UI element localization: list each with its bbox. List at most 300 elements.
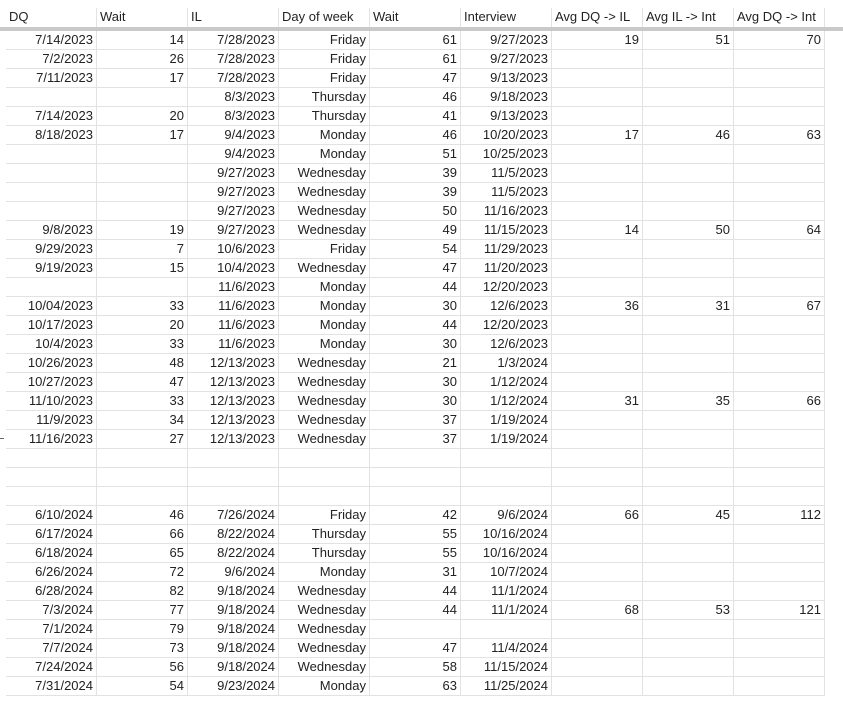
cell-avg-dq-int[interactable]: 70 bbox=[734, 31, 825, 50]
cell-wait[interactable]: 7 bbox=[97, 240, 188, 259]
cell-il[interactable]: 9/27/2023 bbox=[188, 164, 279, 183]
cell-avg-dq-il[interactable] bbox=[552, 164, 643, 183]
cell-interview[interactable]: 1/3/2024 bbox=[461, 354, 552, 373]
cell-wait[interactable] bbox=[97, 202, 188, 221]
cell-avg-dq-int[interactable] bbox=[734, 582, 825, 601]
cell-avg-dq-il[interactable] bbox=[552, 202, 643, 221]
cell-wait[interactable]: 17 bbox=[97, 126, 188, 145]
cell-dq[interactable]: 9/29/2023 bbox=[6, 240, 97, 259]
cell-wait[interactable]: 82 bbox=[97, 582, 188, 601]
cell-il[interactable]: 10/4/2023 bbox=[188, 259, 279, 278]
cell-wait-2[interactable]: 54 bbox=[370, 240, 461, 259]
cell-wait[interactable]: 65 bbox=[97, 544, 188, 563]
cell-avg-dq-int[interactable] bbox=[734, 430, 825, 449]
cell-interview[interactable]: 11/4/2024 bbox=[461, 639, 552, 658]
cell-wait[interactable] bbox=[97, 183, 188, 202]
cell-interview[interactable]: 1/12/2024 bbox=[461, 373, 552, 392]
cell-il[interactable]: 7/28/2023 bbox=[188, 69, 279, 88]
cell-wait-2[interactable]: 46 bbox=[370, 126, 461, 145]
cell-interview[interactable]: 11/5/2023 bbox=[461, 164, 552, 183]
cell-dq[interactable] bbox=[6, 164, 97, 183]
cell-avg-dq-il[interactable] bbox=[552, 335, 643, 354]
cell-avg-dq-il[interactable] bbox=[552, 259, 643, 278]
cell-avg-il-int[interactable] bbox=[643, 487, 734, 506]
cell-day-of-week[interactable]: Wednesday bbox=[279, 601, 370, 620]
cell-wait-2[interactable]: 61 bbox=[370, 31, 461, 50]
cell-avg-il-int[interactable] bbox=[643, 88, 734, 107]
cell-il[interactable]: 12/13/2023 bbox=[188, 392, 279, 411]
cell-avg-dq-il[interactable]: 66 bbox=[552, 506, 643, 525]
cell-il[interactable]: 9/18/2024 bbox=[188, 658, 279, 677]
cell-avg-dq-il[interactable] bbox=[552, 88, 643, 107]
cell-dq[interactable]: 11/9/2023 bbox=[6, 411, 97, 430]
cell-interview[interactable]: 9/27/2023 bbox=[461, 50, 552, 69]
cell-avg-dq-int[interactable] bbox=[734, 259, 825, 278]
cell-avg-dq-il[interactable] bbox=[552, 430, 643, 449]
cell-interview[interactable]: 1/19/2024 bbox=[461, 430, 552, 449]
cell-wait-2[interactable]: 21 bbox=[370, 354, 461, 373]
cell-wait[interactable]: 66 bbox=[97, 525, 188, 544]
cell-avg-dq-int[interactable] bbox=[734, 525, 825, 544]
cell-interview[interactable]: 10/16/2024 bbox=[461, 544, 552, 563]
cell-wait-2[interactable]: 31 bbox=[370, 563, 461, 582]
cell-avg-dq-int[interactable] bbox=[734, 468, 825, 487]
cell-day-of-week[interactable]: Wednesday bbox=[279, 392, 370, 411]
cell-wait[interactable]: 27 bbox=[97, 430, 188, 449]
cell-avg-il-int[interactable]: 35 bbox=[643, 392, 734, 411]
cell-il[interactable]: 9/18/2024 bbox=[188, 639, 279, 658]
cell-wait-2[interactable] bbox=[370, 620, 461, 639]
cell-avg-dq-int[interactable] bbox=[734, 278, 825, 297]
cell-dq[interactable] bbox=[6, 88, 97, 107]
cell-day-of-week[interactable]: Friday bbox=[279, 506, 370, 525]
cell-interview[interactable]: 9/13/2023 bbox=[461, 69, 552, 88]
cell-dq[interactable]: 10/27/2023 bbox=[6, 373, 97, 392]
cell-interview[interactable]: 11/25/2024 bbox=[461, 677, 552, 696]
cell-avg-il-int[interactable] bbox=[643, 544, 734, 563]
header-cell-wait-2[interactable]: Wait bbox=[370, 8, 461, 27]
cell-wait[interactable] bbox=[97, 145, 188, 164]
cell-wait-2[interactable] bbox=[370, 487, 461, 506]
cell-wait[interactable]: 33 bbox=[97, 297, 188, 316]
cell-avg-dq-int[interactable] bbox=[734, 335, 825, 354]
cell-il[interactable]: 11/6/2023 bbox=[188, 316, 279, 335]
cell-day-of-week[interactable]: Monday bbox=[279, 316, 370, 335]
cell-il[interactable]: 12/13/2023 bbox=[188, 430, 279, 449]
cell-il[interactable]: 8/3/2023 bbox=[188, 88, 279, 107]
cell-avg-dq-int[interactable] bbox=[734, 164, 825, 183]
cell-avg-dq-int[interactable] bbox=[734, 202, 825, 221]
cell-avg-il-int[interactable] bbox=[643, 335, 734, 354]
cell-avg-dq-il[interactable]: 14 bbox=[552, 221, 643, 240]
cell-day-of-week[interactable]: Monday bbox=[279, 335, 370, 354]
cell-wait[interactable]: 20 bbox=[97, 107, 188, 126]
cell-wait[interactable]: 48 bbox=[97, 354, 188, 373]
cell-avg-il-int[interactable] bbox=[643, 202, 734, 221]
cell-dq[interactable]: 7/14/2023 bbox=[6, 107, 97, 126]
cell-avg-dq-il[interactable] bbox=[552, 50, 643, 69]
cell-day-of-week[interactable]: Wednesday bbox=[279, 202, 370, 221]
cell-day-of-week[interactable] bbox=[279, 468, 370, 487]
cell-il[interactable]: 11/6/2023 bbox=[188, 278, 279, 297]
cell-dq[interactable] bbox=[6, 183, 97, 202]
cell-avg-dq-il[interactable] bbox=[552, 354, 643, 373]
cell-wait-2[interactable]: 55 bbox=[370, 525, 461, 544]
cell-wait-2[interactable]: 44 bbox=[370, 601, 461, 620]
cell-il[interactable] bbox=[188, 449, 279, 468]
cell-avg-dq-int[interactable]: 112 bbox=[734, 506, 825, 525]
cell-wait-2[interactable]: 50 bbox=[370, 202, 461, 221]
cell-il[interactable]: 7/26/2024 bbox=[188, 506, 279, 525]
cell-day-of-week[interactable]: Wednesday bbox=[279, 582, 370, 601]
cell-wait-2[interactable]: 63 bbox=[370, 677, 461, 696]
cell-il[interactable]: 9/4/2023 bbox=[188, 145, 279, 164]
cell-il[interactable]: 11/6/2023 bbox=[188, 335, 279, 354]
cell-avg-dq-il[interactable]: 17 bbox=[552, 126, 643, 145]
cell-wait-2[interactable]: 30 bbox=[370, 373, 461, 392]
cell-interview[interactable]: 9/6/2024 bbox=[461, 506, 552, 525]
cell-interview[interactable]: 10/7/2024 bbox=[461, 563, 552, 582]
cell-interview[interactable]: 9/18/2023 bbox=[461, 88, 552, 107]
cell-avg-il-int[interactable] bbox=[643, 107, 734, 126]
cell-il[interactable]: 9/18/2024 bbox=[188, 620, 279, 639]
cell-wait-2[interactable]: 44 bbox=[370, 278, 461, 297]
cell-avg-il-int[interactable]: 45 bbox=[643, 506, 734, 525]
cell-day-of-week[interactable]: Friday bbox=[279, 240, 370, 259]
cell-interview[interactable]: 10/20/2023 bbox=[461, 126, 552, 145]
cell-il[interactable]: 9/4/2023 bbox=[188, 126, 279, 145]
cell-day-of-week[interactable]: Wednesday bbox=[279, 354, 370, 373]
cell-interview[interactable]: 11/1/2024 bbox=[461, 582, 552, 601]
cell-wait[interactable]: 26 bbox=[97, 50, 188, 69]
cell-il[interactable]: 9/27/2023 bbox=[188, 183, 279, 202]
cell-wait[interactable]: 19 bbox=[97, 221, 188, 240]
cell-dq[interactable]: 6/28/2024 bbox=[6, 582, 97, 601]
cell-wait[interactable]: 72 bbox=[97, 563, 188, 582]
cell-avg-dq-il[interactable] bbox=[552, 316, 643, 335]
cell-avg-dq-int[interactable] bbox=[734, 373, 825, 392]
cell-wait-2[interactable]: 49 bbox=[370, 221, 461, 240]
cell-avg-dq-int[interactable] bbox=[734, 449, 825, 468]
cell-wait[interactable]: 17 bbox=[97, 69, 188, 88]
cell-day-of-week[interactable]: Friday bbox=[279, 69, 370, 88]
cell-dq[interactable] bbox=[6, 278, 97, 297]
cell-avg-dq-int[interactable] bbox=[734, 620, 825, 639]
cell-avg-il-int[interactable] bbox=[643, 525, 734, 544]
cell-avg-dq-int[interactable] bbox=[734, 88, 825, 107]
cell-avg-dq-il[interactable]: 36 bbox=[552, 297, 643, 316]
header-cell-avg-dq-int[interactable]: Avg DQ -> Int bbox=[734, 8, 825, 27]
cell-wait-2[interactable]: 47 bbox=[370, 69, 461, 88]
header-cell-day-of-week[interactable]: Day of week bbox=[279, 8, 370, 27]
cell-interview[interactable]: 10/16/2024 bbox=[461, 525, 552, 544]
cell-avg-dq-il[interactable] bbox=[552, 449, 643, 468]
cell-dq[interactable]: 7/31/2024 bbox=[6, 677, 97, 696]
cell-interview[interactable] bbox=[461, 449, 552, 468]
cell-avg-il-int[interactable] bbox=[643, 354, 734, 373]
cell-avg-il-int[interactable] bbox=[643, 164, 734, 183]
cell-interview[interactable] bbox=[461, 487, 552, 506]
cell-interview[interactable]: 12/6/2023 bbox=[461, 335, 552, 354]
cell-avg-il-int[interactable] bbox=[643, 468, 734, 487]
cell-avg-il-int[interactable]: 31 bbox=[643, 297, 734, 316]
cell-day-of-week[interactable]: Friday bbox=[279, 31, 370, 50]
cell-interview[interactable]: 12/20/2023 bbox=[461, 278, 552, 297]
cell-avg-dq-int[interactable] bbox=[734, 411, 825, 430]
cell-avg-dq-il[interactable] bbox=[552, 411, 643, 430]
cell-avg-il-int[interactable] bbox=[643, 69, 734, 88]
cell-dq[interactable]: 10/26/2023 bbox=[6, 354, 97, 373]
cell-avg-dq-int[interactable]: 66 bbox=[734, 392, 825, 411]
header-cell-avg-dq-il[interactable]: Avg DQ -> IL bbox=[552, 8, 643, 27]
cell-day-of-week[interactable]: Friday bbox=[279, 50, 370, 69]
cell-dq[interactable]: 6/10/2024 bbox=[6, 506, 97, 525]
cell-wait-2[interactable]: 51 bbox=[370, 145, 461, 164]
cell-day-of-week[interactable]: Monday bbox=[279, 278, 370, 297]
cell-avg-il-int[interactable] bbox=[643, 316, 734, 335]
cell-avg-dq-il[interactable] bbox=[552, 183, 643, 202]
cell-dq[interactable]: 6/18/2024 bbox=[6, 544, 97, 563]
cell-wait[interactable] bbox=[97, 164, 188, 183]
cell-avg-dq-il[interactable] bbox=[552, 487, 643, 506]
cell-dq[interactable]: 10/17/2023 bbox=[6, 316, 97, 335]
cell-avg-il-int[interactable] bbox=[643, 411, 734, 430]
cell-dq[interactable]: 7/24/2024 bbox=[6, 658, 97, 677]
cell-wait-2[interactable]: 30 bbox=[370, 297, 461, 316]
cell-dq[interactable]: 10/04/2023 bbox=[6, 297, 97, 316]
cell-il[interactable]: 12/13/2023 bbox=[188, 411, 279, 430]
cell-dq[interactable]: 9/19/2023 bbox=[6, 259, 97, 278]
cell-avg-dq-il[interactable] bbox=[552, 658, 643, 677]
cell-avg-dq-il[interactable] bbox=[552, 240, 643, 259]
cell-avg-dq-il[interactable] bbox=[552, 677, 643, 696]
cell-day-of-week[interactable]: Wednesday bbox=[279, 639, 370, 658]
cell-dq[interactable]: 11/16/2023 bbox=[6, 430, 97, 449]
cell-avg-il-int[interactable]: 51 bbox=[643, 31, 734, 50]
cell-interview[interactable]: 12/20/2023 bbox=[461, 316, 552, 335]
cell-day-of-week[interactable]: Wednesday bbox=[279, 620, 370, 639]
cell-avg-dq-il[interactable] bbox=[552, 107, 643, 126]
cell-day-of-week[interactable] bbox=[279, 449, 370, 468]
cell-interview[interactable]: 11/20/2023 bbox=[461, 259, 552, 278]
cell-avg-dq-int[interactable] bbox=[734, 354, 825, 373]
cell-avg-dq-int[interactable]: 64 bbox=[734, 221, 825, 240]
cell-il[interactable]: 9/18/2024 bbox=[188, 601, 279, 620]
cell-day-of-week[interactable]: Monday bbox=[279, 677, 370, 696]
cell-wait[interactable] bbox=[97, 278, 188, 297]
cell-wait[interactable]: 73 bbox=[97, 639, 188, 658]
cell-il[interactable]: 7/28/2023 bbox=[188, 50, 279, 69]
cell-day-of-week[interactable]: Wednesday bbox=[279, 221, 370, 240]
cell-avg-il-int[interactable] bbox=[643, 259, 734, 278]
cell-wait[interactable] bbox=[97, 88, 188, 107]
cell-interview[interactable] bbox=[461, 468, 552, 487]
cell-avg-dq-il[interactable] bbox=[552, 620, 643, 639]
cell-wait-2[interactable]: 37 bbox=[370, 411, 461, 430]
cell-wait[interactable]: 46 bbox=[97, 506, 188, 525]
cell-il[interactable] bbox=[188, 468, 279, 487]
cell-il[interactable]: 9/27/2023 bbox=[188, 221, 279, 240]
cell-il[interactable]: 9/6/2024 bbox=[188, 563, 279, 582]
cell-avg-il-int[interactable] bbox=[643, 620, 734, 639]
cell-wait-2[interactable]: 61 bbox=[370, 50, 461, 69]
cell-il[interactable]: 8/3/2023 bbox=[188, 107, 279, 126]
header-cell-wait[interactable]: Wait bbox=[97, 8, 188, 27]
cell-avg-dq-int[interactable] bbox=[734, 544, 825, 563]
cell-interview[interactable]: 11/15/2024 bbox=[461, 658, 552, 677]
cell-avg-dq-il[interactable] bbox=[552, 145, 643, 164]
cell-day-of-week[interactable]: Wednesday bbox=[279, 259, 370, 278]
cell-interview[interactable]: 9/27/2023 bbox=[461, 31, 552, 50]
cell-day-of-week[interactable]: Thursday bbox=[279, 88, 370, 107]
cell-avg-il-int[interactable] bbox=[643, 373, 734, 392]
cell-avg-dq-int[interactable] bbox=[734, 107, 825, 126]
cell-dq[interactable] bbox=[6, 145, 97, 164]
cell-il[interactable]: 8/22/2024 bbox=[188, 525, 279, 544]
cell-avg-dq-il[interactable]: 68 bbox=[552, 601, 643, 620]
cell-day-of-week[interactable]: Wednesday bbox=[279, 183, 370, 202]
cell-avg-il-int[interactable] bbox=[643, 563, 734, 582]
cell-interview[interactable]: 1/12/2024 bbox=[461, 392, 552, 411]
cell-avg-dq-il[interactable] bbox=[552, 639, 643, 658]
cell-wait-2[interactable]: 55 bbox=[370, 544, 461, 563]
cell-avg-dq-il[interactable] bbox=[552, 373, 643, 392]
cell-il[interactable]: 12/13/2023 bbox=[188, 354, 279, 373]
cell-avg-dq-int[interactable] bbox=[734, 50, 825, 69]
cell-dq[interactable]: 7/1/2024 bbox=[6, 620, 97, 639]
cell-wait[interactable]: 56 bbox=[97, 658, 188, 677]
cell-avg-dq-int[interactable]: 67 bbox=[734, 297, 825, 316]
cell-avg-dq-int[interactable] bbox=[734, 487, 825, 506]
cell-day-of-week[interactable] bbox=[279, 487, 370, 506]
cell-il[interactable]: 9/18/2024 bbox=[188, 582, 279, 601]
cell-dq[interactable] bbox=[6, 449, 97, 468]
cell-wait-2[interactable]: 39 bbox=[370, 164, 461, 183]
cell-il[interactable]: 12/13/2023 bbox=[188, 373, 279, 392]
cell-interview[interactable]: 11/15/2023 bbox=[461, 221, 552, 240]
cell-avg-dq-il[interactable] bbox=[552, 468, 643, 487]
cell-day-of-week[interactable]: Thursday bbox=[279, 107, 370, 126]
cell-avg-dq-int[interactable]: 121 bbox=[734, 601, 825, 620]
cell-avg-dq-il[interactable] bbox=[552, 525, 643, 544]
cell-il[interactable] bbox=[188, 487, 279, 506]
cell-wait-2[interactable]: 46 bbox=[370, 88, 461, 107]
cell-avg-il-int[interactable] bbox=[643, 430, 734, 449]
cell-avg-dq-il[interactable] bbox=[552, 278, 643, 297]
cell-interview[interactable]: 11/5/2023 bbox=[461, 183, 552, 202]
cell-dq[interactable]: 11/10/2023 bbox=[6, 392, 97, 411]
cell-avg-il-int[interactable] bbox=[643, 278, 734, 297]
cell-wait-2[interactable]: 47 bbox=[370, 639, 461, 658]
cell-wait-2[interactable] bbox=[370, 449, 461, 468]
cell-dq[interactable]: 7/3/2024 bbox=[6, 601, 97, 620]
cell-avg-dq-il[interactable] bbox=[552, 544, 643, 563]
cell-wait-2[interactable] bbox=[370, 468, 461, 487]
cell-avg-il-int[interactable] bbox=[643, 449, 734, 468]
cell-avg-dq-int[interactable] bbox=[734, 183, 825, 202]
cell-avg-dq-il[interactable]: 31 bbox=[552, 392, 643, 411]
cell-wait[interactable]: 33 bbox=[97, 335, 188, 354]
cell-day-of-week[interactable]: Wednesday bbox=[279, 430, 370, 449]
cell-avg-il-int[interactable] bbox=[643, 639, 734, 658]
cell-wait[interactable]: 77 bbox=[97, 601, 188, 620]
cell-interview[interactable]: 10/25/2023 bbox=[461, 145, 552, 164]
cell-avg-dq-il[interactable] bbox=[552, 582, 643, 601]
cell-avg-dq-int[interactable] bbox=[734, 240, 825, 259]
cell-day-of-week[interactable]: Wednesday bbox=[279, 658, 370, 677]
cell-il[interactable]: 9/23/2024 bbox=[188, 677, 279, 696]
cell-avg-il-int[interactable] bbox=[643, 183, 734, 202]
cell-avg-dq-int[interactable] bbox=[734, 658, 825, 677]
cell-il[interactable]: 7/28/2023 bbox=[188, 31, 279, 50]
cell-wait[interactable]: 14 bbox=[97, 31, 188, 50]
cell-dq[interactable]: 7/14/2023 bbox=[6, 31, 97, 50]
cell-day-of-week[interactable]: Thursday bbox=[279, 544, 370, 563]
cell-interview[interactable]: 1/19/2024 bbox=[461, 411, 552, 430]
cell-interview[interactable]: 11/1/2024 bbox=[461, 601, 552, 620]
cell-avg-dq-il[interactable] bbox=[552, 563, 643, 582]
cell-dq[interactable] bbox=[6, 487, 97, 506]
cell-wait-2[interactable]: 39 bbox=[370, 183, 461, 202]
cell-avg-dq-il[interactable] bbox=[552, 69, 643, 88]
cell-dq[interactable]: 6/26/2024 bbox=[6, 563, 97, 582]
cell-avg-dq-int[interactable]: 63 bbox=[734, 126, 825, 145]
cell-interview[interactable]: 11/16/2023 bbox=[461, 202, 552, 221]
cell-wait[interactable]: 54 bbox=[97, 677, 188, 696]
cell-avg-dq-int[interactable] bbox=[734, 69, 825, 88]
cell-wait-2[interactable]: 37 bbox=[370, 430, 461, 449]
cell-dq[interactable]: 7/11/2023 bbox=[6, 69, 97, 88]
cell-avg-il-int[interactable]: 53 bbox=[643, 601, 734, 620]
cell-interview[interactable]: 12/6/2023 bbox=[461, 297, 552, 316]
cell-avg-il-int[interactable]: 50 bbox=[643, 221, 734, 240]
cell-avg-il-int[interactable] bbox=[643, 50, 734, 69]
cell-day-of-week[interactable]: Thursday bbox=[279, 525, 370, 544]
header-cell-interview[interactable]: Interview bbox=[461, 8, 552, 27]
cell-dq[interactable]: 10/4/2023 bbox=[6, 335, 97, 354]
cell-avg-il-int[interactable] bbox=[643, 240, 734, 259]
cell-avg-dq-int[interactable] bbox=[734, 145, 825, 164]
cell-il[interactable]: 10/6/2023 bbox=[188, 240, 279, 259]
cell-day-of-week[interactable]: Wednesday bbox=[279, 411, 370, 430]
cell-dq[interactable]: 8/18/2023 bbox=[6, 126, 97, 145]
cell-day-of-week[interactable]: Wednesday bbox=[279, 164, 370, 183]
cell-day-of-week[interactable]: Monday bbox=[279, 563, 370, 582]
header-cell-dq[interactable]: DQ bbox=[6, 8, 97, 27]
cell-interview[interactable] bbox=[461, 620, 552, 639]
cell-wait-2[interactable]: 47 bbox=[370, 259, 461, 278]
cell-wait[interactable] bbox=[97, 487, 188, 506]
cell-wait[interactable]: 20 bbox=[97, 316, 188, 335]
cell-dq[interactable]: 7/2/2023 bbox=[6, 50, 97, 69]
cell-avg-il-int[interactable] bbox=[643, 582, 734, 601]
cell-dq[interactable]: 6/17/2024 bbox=[6, 525, 97, 544]
cell-dq[interactable] bbox=[6, 202, 97, 221]
cell-avg-dq-int[interactable] bbox=[734, 563, 825, 582]
cell-day-of-week[interactable]: Monday bbox=[279, 297, 370, 316]
cell-il[interactable]: 8/22/2024 bbox=[188, 544, 279, 563]
cell-avg-dq-int[interactable] bbox=[734, 677, 825, 696]
cell-avg-dq-int[interactable] bbox=[734, 639, 825, 658]
header-cell-il[interactable]: IL bbox=[188, 8, 279, 27]
cell-avg-il-int[interactable] bbox=[643, 145, 734, 164]
cell-wait-2[interactable]: 30 bbox=[370, 392, 461, 411]
cell-wait[interactable] bbox=[97, 468, 188, 487]
cell-il[interactable]: 9/27/2023 bbox=[188, 202, 279, 221]
cell-dq[interactable]: 9/8/2023 bbox=[6, 221, 97, 240]
cell-avg-il-int[interactable]: 46 bbox=[643, 126, 734, 145]
cell-interview[interactable]: 11/29/2023 bbox=[461, 240, 552, 259]
